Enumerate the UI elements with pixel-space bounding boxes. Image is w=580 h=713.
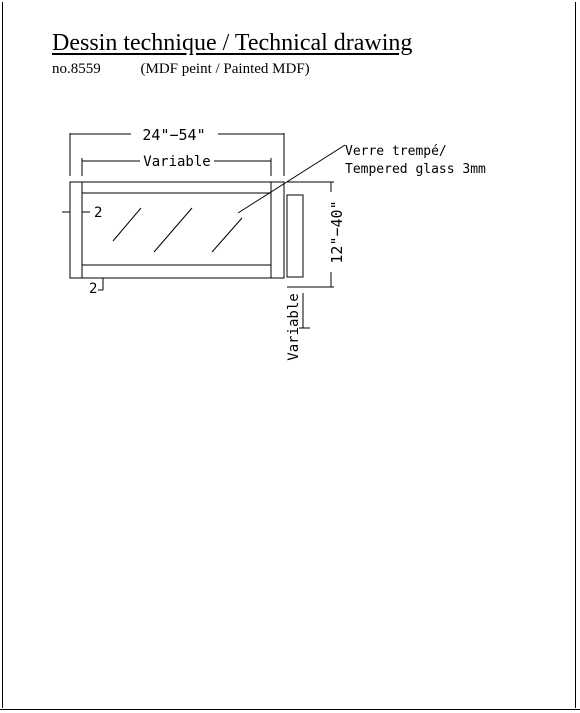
width-dimension-label: 24"−54" <box>142 126 206 144</box>
depth-dimension-label: Variable <box>286 293 302 361</box>
side-profile <box>287 195 303 277</box>
material-label: (MDF peint / Painted MDF) <box>140 61 310 77</box>
side-thickness-label: 2 <box>94 205 103 221</box>
bottom-thickness-marker <box>98 278 103 290</box>
glass-hatching <box>113 208 242 252</box>
shelf-outer-frame <box>70 182 284 278</box>
document-title: Dessin technique / Technical drawing <box>52 30 413 56</box>
glass-label-french: Verre trempé/ <box>345 144 447 159</box>
height-dimension-label: 12"−40" <box>328 200 346 264</box>
product-number: no.8559 <box>52 61 101 77</box>
height-dimension-line <box>287 182 334 287</box>
inner-width-dimension-label: Variable <box>143 154 211 170</box>
bottom-thickness-label: 2 <box>89 281 98 297</box>
glass-label-english: Tempered glass 3mm <box>345 162 486 177</box>
